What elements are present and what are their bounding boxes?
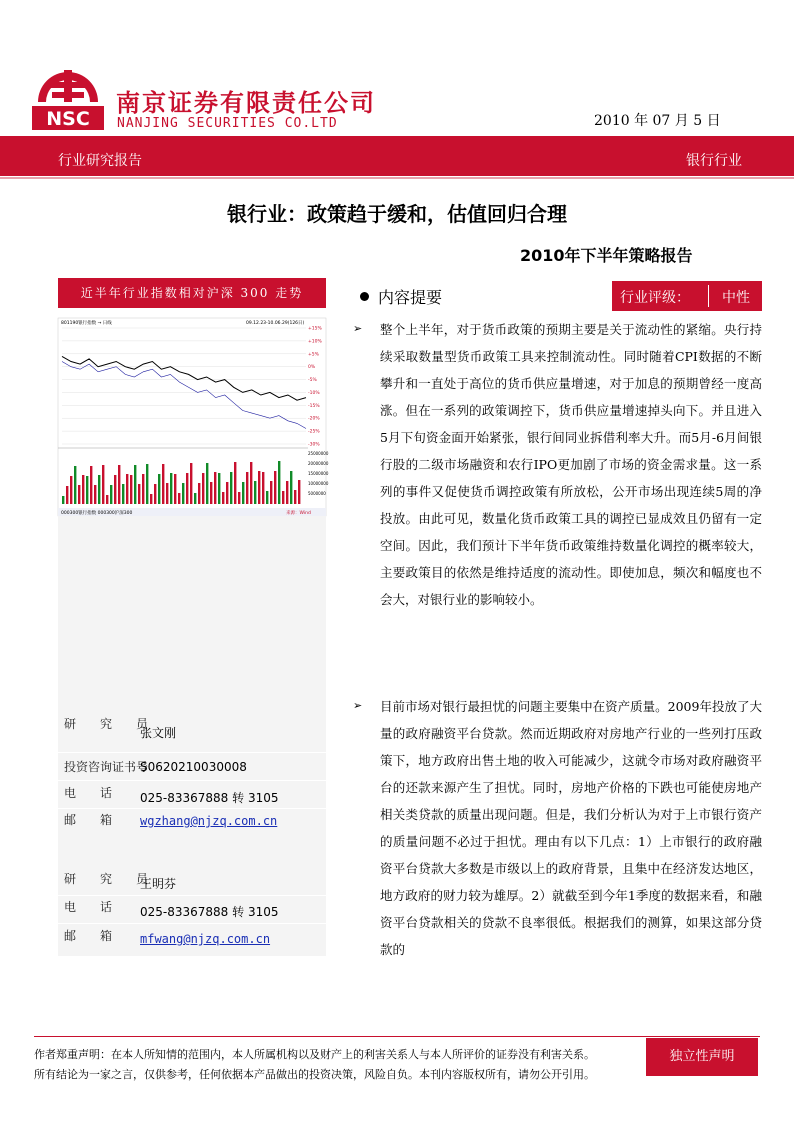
- volume-bar: [254, 481, 256, 504]
- rating-label: 行业评级：: [620, 290, 690, 306]
- volume-bar: [190, 463, 192, 504]
- volume-bar: [282, 491, 284, 504]
- rating-value: 中性: [722, 290, 750, 306]
- volume-bar: [262, 472, 264, 504]
- volume-bar: [234, 462, 236, 504]
- nsc-logo-icon: [32, 64, 104, 130]
- volume-bar: [246, 472, 248, 504]
- y-tick-label: -30%: [308, 442, 320, 448]
- analyst-1-name: 张文刚: [140, 726, 177, 740]
- volume-tick-label: 5000000: [308, 491, 326, 496]
- y-tick-label: -20%: [308, 416, 320, 422]
- analyst-2-phone-label: 电 话: [64, 900, 113, 914]
- volume-bar: [78, 485, 80, 504]
- volume-bar: [134, 465, 136, 504]
- volume-bar: [90, 466, 92, 504]
- volume-bar: [194, 493, 196, 504]
- volume-bar: [266, 491, 268, 504]
- volume-bar: [106, 495, 108, 504]
- volume-bar: [66, 486, 68, 504]
- volume-bar: [70, 476, 72, 504]
- volume-bar: [222, 492, 224, 504]
- volume-bar: [166, 483, 168, 504]
- volume-bar: [102, 465, 104, 504]
- volume-bar: [154, 484, 156, 504]
- volume-bar: [146, 464, 148, 504]
- volume-bar: [210, 482, 212, 504]
- bullet-icon: [360, 292, 369, 301]
- svg-text:NSC: NSC: [46, 108, 90, 130]
- volume-bar: [230, 472, 232, 504]
- volume-bar: [150, 494, 152, 504]
- analyst-2-email-label: 邮 箱: [64, 929, 113, 943]
- volume-bar: [238, 492, 240, 504]
- chart-top-left-label: 801190银行指数 → 日线: [61, 321, 112, 326]
- company-name-cn: 南京证券有限责任公司: [116, 89, 376, 117]
- section-title: 内容提要: [378, 288, 443, 307]
- volume-bar: [250, 462, 252, 504]
- volume-bar: [214, 472, 216, 504]
- volume-bar: [122, 484, 124, 504]
- volume-bar: [142, 474, 144, 504]
- volume-bar: [158, 474, 160, 504]
- summary-paragraph-1: 整个上半年，对于货币政策的预期主要是关于流动性的紧缩。央行持续采取数量型货币政策工具来控制流动性。同时随着CPI数据的不断攀升和一直处于高位的货币供应量增速，对于加息的预期曾经一度高涨。但在一系列的政策调控下，货币供应量增速掉头向下。并且进入5月下旬资金面开始紧张，银行间同业拆借利率大升。而5月-6月间银行股的二级市场融资和农行IPO更加剧了市场的资金需求量。这一系列的事件又促使货币调控政策有所放松，公开市场出现连续5周的净投放。由此可见，数量化货币政策工具的调控已显成效且仍留有一定空间。因此，我们预计下半年货币政策维持数量化调控的概率较大，主要政策目的依然是维持适度的流动性。即使加息，频次和幅度也不会大，对银行业的影响较小。: [380, 322, 762, 607]
- analyst-1-label: 研 究 员: [64, 717, 149, 731]
- volume-bar: [138, 484, 140, 504]
- analyst-2-email-link[interactable]: mfwang@njzq.com.cn: [140, 932, 271, 946]
- report-type: 行业研究报告: [58, 153, 142, 169]
- volume-bar: [126, 474, 128, 504]
- volume-bar: [298, 480, 300, 504]
- volume-bar: [286, 481, 288, 504]
- volume-bar: [278, 461, 280, 504]
- report-subtitle: 2010年下半年策略报告: [520, 246, 693, 265]
- row-divider: [58, 780, 326, 781]
- volume-bar: [130, 475, 132, 504]
- y-tick-label: +5%: [308, 352, 319, 358]
- analyst-2-label: 研 究 员: [64, 872, 149, 886]
- volume-bar: [174, 474, 176, 504]
- volume-tick-label: 10000000: [308, 481, 329, 486]
- volume-bar: [258, 471, 260, 504]
- arrow-bullet-icon: ➢: [353, 322, 363, 335]
- volume-bar: [218, 473, 220, 504]
- index-chart: [58, 318, 329, 516]
- disclaimer-line-1: 作者郑重声明：在本人所知情的范围内，本人所属机构以及财产上的利害关系人与本人所评价的证券没有利害关系。: [34, 1048, 595, 1061]
- report-date: 2010 年 07 月 5 日: [594, 113, 721, 129]
- y-tick-label: 0%: [308, 365, 316, 371]
- volume-bar: [170, 473, 172, 504]
- volume-bar: [162, 464, 164, 504]
- volume-bar: [290, 471, 292, 504]
- arrow-bullet-icon: ➢: [353, 699, 363, 712]
- volume-tick-label: 15000000: [308, 471, 329, 476]
- volume-bar: [242, 482, 244, 504]
- analyst-2-phone: 025-83367888 转 3105: [140, 905, 279, 919]
- y-tick-label: -25%: [308, 429, 320, 435]
- volume-bar: [94, 485, 96, 504]
- analyst-1-email-label: 邮 箱: [64, 813, 113, 827]
- volume-bar: [206, 463, 208, 504]
- y-tick-label: -10%: [308, 390, 320, 396]
- volume-bar: [74, 466, 76, 504]
- volume-bar: [86, 476, 88, 504]
- analyst-panel: [58, 516, 326, 956]
- volume-bar: [114, 475, 116, 504]
- chart-bottom-left-label: 000300银行指数 000300沪深300: [61, 511, 133, 516]
- summary-paragraph-2: 目前市场对银行最担忧的问题主要集中在资产质量。2009年投放了大量的政府融资平台贷款。然而近期政府对房地产行业的一些列打压政策下，地方政府出售土地的收入可能减少，这就令市场对政府融资平台的还款来源产生了担忧。同时，房地产价格的下跌也可能使房地产相关类贷款的质量出现问题。但是，我们分析认为对于上市银行资产的质量问题不必过于担忧。理由有以下几点：1）上市银行的政府融资平台贷款大多数是市级以上的政府背景，且集中在经济发达地区，地方政府的财力较为雄厚。2）就截至到今年1季度的数据来看，和融资平台贷款相关的贷款不良率很低。根据我们的测算，如果这部分贷款的: [380, 699, 762, 957]
- volume-bar: [98, 475, 100, 504]
- volume-tick-label: 25000000: [308, 451, 329, 456]
- analyst-1-phone: 025-83367888 转 3105: [140, 791, 279, 805]
- volume-bar: [62, 496, 64, 504]
- rating-divider: [708, 285, 709, 307]
- analyst-1-cert-label: 投资咨询证书号: [64, 760, 149, 774]
- disclaimer-line-2: 所有结论为一家之言，仅供参考，任何依据本产品做出的投资决策，风险自负。本刊内容版权所有，请勿公开引用。: [34, 1068, 595, 1081]
- volume-bar: [82, 475, 84, 504]
- report-title: 银行业：政策趋于缓和，估值回归合理: [227, 202, 567, 226]
- volume-bar: [182, 483, 184, 504]
- volume-bar: [186, 473, 188, 504]
- y-tick-label: -15%: [308, 403, 320, 409]
- independence-statement-button[interactable]: 独立性声明: [646, 1038, 758, 1076]
- chart-bottom-right-label: 来源：Wind: [286, 511, 311, 516]
- volume-tick-label: 20000000: [308, 461, 329, 466]
- company-name-en: NANJING SECURITIES CO.LTD: [117, 116, 338, 131]
- footer-divider: [34, 1036, 760, 1037]
- volume-bar: [178, 493, 180, 504]
- y-tick-label: +10%: [308, 339, 322, 345]
- industry-label: 银行行业: [686, 153, 742, 169]
- analyst-1-email-link[interactable]: wgzhang@njzq.com.cn: [140, 814, 278, 828]
- analyst-2-name: 王明芬: [140, 877, 177, 891]
- volume-bar: [118, 465, 120, 504]
- volume-bar: [198, 483, 200, 504]
- chart-top-right-label: 09.12.23-10.06.29(126日): [246, 321, 305, 326]
- row-divider: [58, 895, 326, 896]
- volume-bar: [110, 485, 112, 504]
- volume-bar: [274, 471, 276, 504]
- volume-bar: [270, 481, 272, 504]
- volume-bar: [202, 473, 204, 504]
- banner-underline: [0, 177, 794, 179]
- row-divider: [58, 752, 326, 753]
- volume-bar: [294, 490, 296, 504]
- volume-bar: [226, 482, 228, 504]
- analyst-1-cert: S0620210030008: [140, 760, 247, 774]
- chart-title: 近半年行业指数相对沪深 300 走势: [58, 278, 326, 308]
- row-divider: [58, 808, 326, 809]
- y-tick-label: +15%: [308, 326, 322, 332]
- analyst-1-phone-label: 电 话: [64, 786, 113, 800]
- y-tick-label: -5%: [308, 378, 317, 384]
- row-divider: [58, 923, 326, 924]
